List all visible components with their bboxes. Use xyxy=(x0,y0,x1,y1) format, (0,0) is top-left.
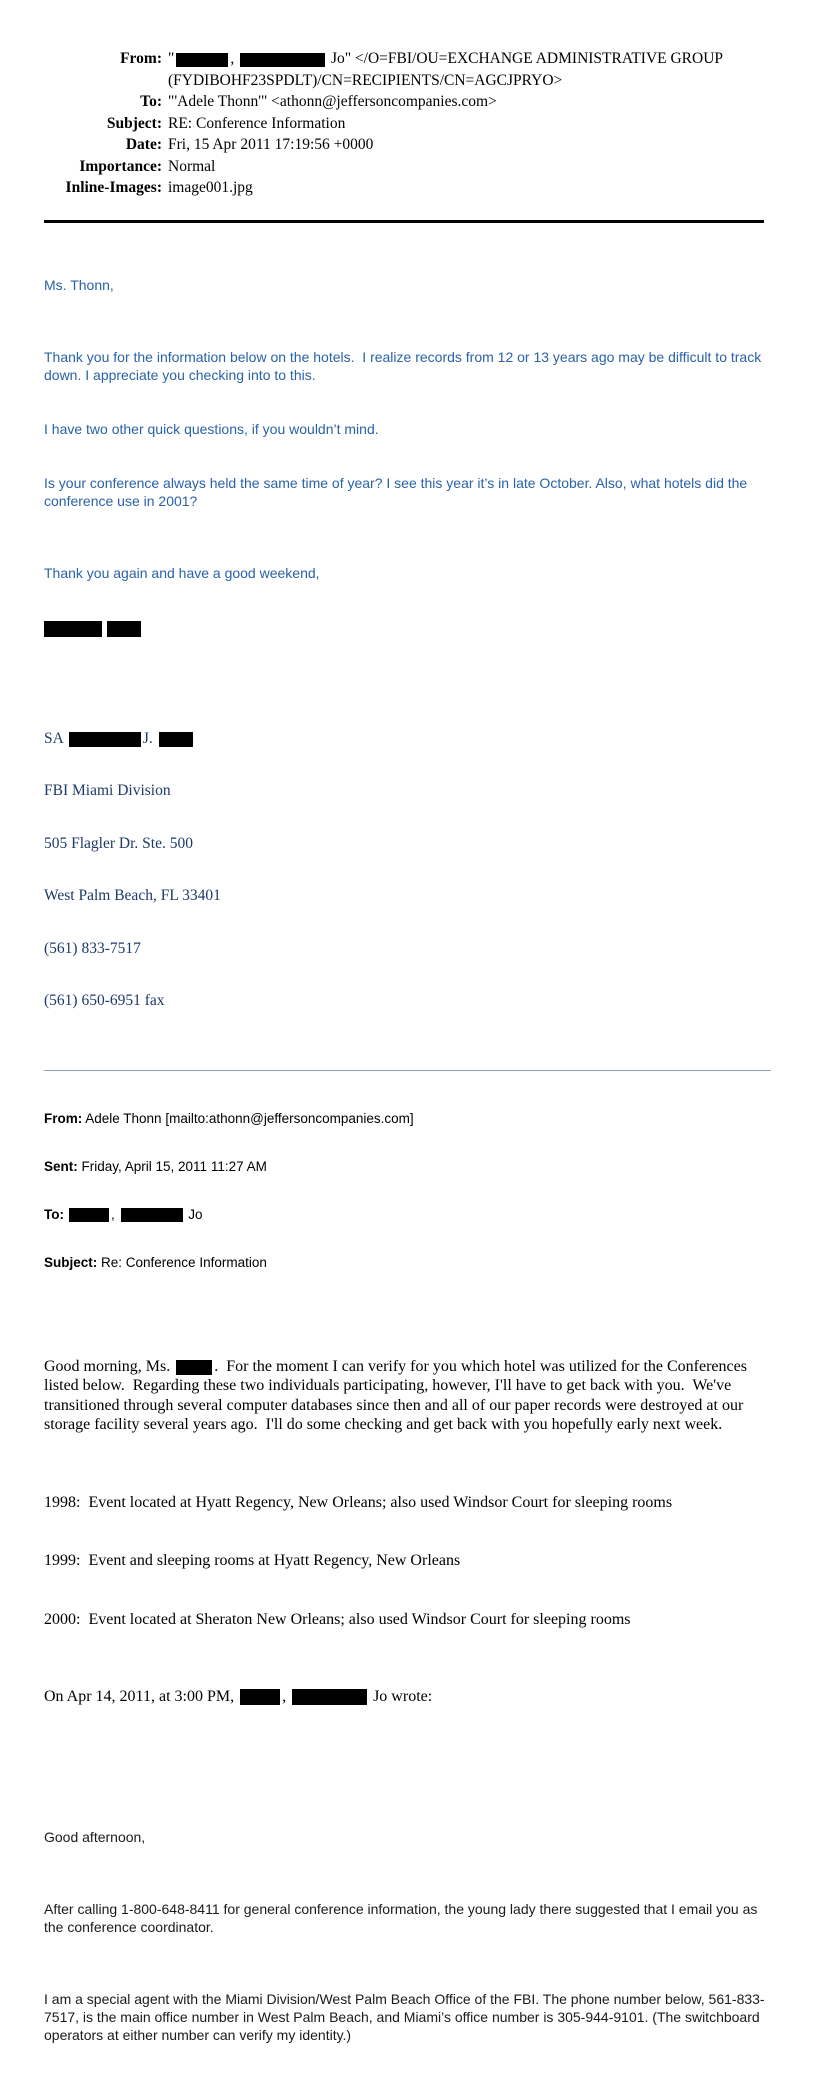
sender-name-redactions xyxy=(44,620,771,638)
reply-body xyxy=(44,223,771,674)
onwrote-separator: , xyxy=(282,1688,291,1705)
from-address-part2: (FYDIBOHF23SPDLT)/CN=RECIPIENTS/CN=AGCJPRYO> xyxy=(168,71,563,89)
quoted-header xyxy=(44,1079,769,1303)
original-salutation: Good afternoon, xyxy=(44,1828,146,1845)
signature-phone: (561) 833-7517 xyxy=(44,939,141,957)
signature-org: FBI Miami Division xyxy=(44,782,171,799)
quoted-message-divider xyxy=(44,1070,771,1071)
quoted-subject-value: Re: Conference Information xyxy=(97,1254,267,1270)
quoted-to-label: To: xyxy=(44,1206,64,1222)
redaction-box xyxy=(292,1689,367,1705)
quoted-subject-label: Subject: xyxy=(44,1254,98,1270)
original-paragraph-2: I am a special agent with the Miami Division/West Palm Beach Office of the FBI. The phone number below, 561-833-7517, is the main office number in West Palm Beach, and Miami’s office number is 305-944-9101. (The switchboard operators at either number can verify my identity.) xyxy=(44,1990,765,2043)
quoted-sent-line xyxy=(44,1159,769,1175)
quoted-subject-line xyxy=(44,1255,769,1271)
signature-sa-prefix: SA xyxy=(44,729,67,747)
reply-paragraph-1: Thank you for the information below on the hotels. I realize records from 12 or 13 years ago may be difficult to track down. I appreciate you checking into to this. xyxy=(44,348,766,383)
reply-paragraph-2: I have two other quick questions, if you wouldn’t mind. xyxy=(44,420,379,437)
header-subject-label: Subject: xyxy=(106,114,162,132)
hotel-year-1998: 1998: Event located at Hyatt Regency, New Orleans; also used Windsor Court for sleeping rooms xyxy=(44,1493,673,1511)
header-inline-images-label: Inline-Images: xyxy=(65,179,162,196)
mail-header xyxy=(44,48,769,199)
quoted-greeting-post: . For the moment I can verify for you which hotel was utilized for the Conferences listed below. Regarding these two individuals participating, however, I'll have to get back with you. We've transitioned through several computer databases since then and all of our paper records were destroyed at our storage facility several years ago. I'll do some checking and get back with you hopefully early next week. xyxy=(44,1357,751,1433)
quoted-body xyxy=(44,1318,771,1746)
quoted-from-label: From: xyxy=(44,1110,83,1126)
header-from-label: From: xyxy=(120,50,162,67)
quoted-to-separator: , xyxy=(111,1206,119,1222)
redaction-box xyxy=(159,732,193,747)
header-to-value: "'Adele Thonn'" <athonn@jeffersoncompanies.com> xyxy=(168,93,497,110)
header-date-label: Date: xyxy=(125,136,162,153)
signature-sa-line xyxy=(44,730,769,748)
original-paragraph-1: After calling 1-800-648-8411 for general conference information, the young lady there suggested that I email you as the conference coordinator. xyxy=(44,1900,762,1935)
header-from-value xyxy=(168,48,769,91)
redaction-box xyxy=(44,621,102,637)
quoted-from-line xyxy=(44,1111,769,1127)
quoted-greeting-paragraph xyxy=(44,1357,771,1435)
redaction-box xyxy=(240,1689,280,1705)
redaction-box xyxy=(69,732,141,747)
original-message xyxy=(44,1792,771,2080)
signature-address-2: West Palm Beach, FL 33401 xyxy=(44,887,221,904)
quoted-to-line xyxy=(44,1207,769,1223)
reply-paragraph-3: Is your conference always held the same time of year? I see this year it’s in late October. Also, what hotels did the conference use in 2001? xyxy=(44,474,752,509)
header-subject-value: RE: Conference Information xyxy=(168,114,346,132)
reply-closing: Thank you again and have a good weekend, xyxy=(44,564,320,581)
signature-middle-initial: J. xyxy=(142,729,157,747)
redaction-box xyxy=(69,1208,109,1222)
redaction-box xyxy=(176,53,228,67)
header-importance-label: Importance: xyxy=(79,157,162,175)
quoted-greeting-pre: Good morning, Ms. xyxy=(44,1357,175,1375)
signature-address-1: 505 Flagler Dr. Ste. 500 xyxy=(44,834,193,852)
hotel-year-1999: 1999: Event and sleeping rooms at Hyatt Regency, New Orleans xyxy=(44,1552,461,1569)
header-inline-images-value: image001.jpg xyxy=(168,179,253,196)
signature-block xyxy=(44,695,769,1045)
onwrote-pre: On Apr 14, 2011, at 3:00 PM, xyxy=(44,1688,239,1705)
on-wrote-line xyxy=(44,1687,771,1707)
header-to-label: To: xyxy=(140,93,162,110)
from-address-part1: Jo" </O=FBI/OU=EXCHANGE ADMINISTRATIVE GROUP xyxy=(327,50,724,67)
redaction-box xyxy=(176,1360,212,1375)
reply-salutation: Ms. Thonn, xyxy=(44,276,114,293)
quoted-sent-label: Sent: xyxy=(44,1158,78,1174)
hotel-year-2000: 2000: Event located at Sheraton New Orleans; also used Windsor Court for sleeping rooms xyxy=(44,1610,631,1628)
quoted-from-value: Adele Thonn [mailto:athonn@jeffersoncompanies.com] xyxy=(82,1110,414,1126)
signature-fax: (561) 650-6951 fax xyxy=(44,992,165,1009)
header-date-value: Fri, 15 Apr 2011 17:19:56 +0000 xyxy=(168,136,374,153)
redaction-box xyxy=(240,53,325,67)
from-separator: , xyxy=(230,50,239,67)
quoted-to-suffix: Jo xyxy=(184,1206,203,1222)
quoted-sent-value: Friday, April 15, 2011 11:27 AM xyxy=(77,1158,267,1174)
onwrote-post: Jo wrote: xyxy=(369,1688,433,1705)
from-quote: " xyxy=(168,50,175,67)
header-importance-value: Normal xyxy=(168,157,216,175)
redaction-box xyxy=(107,621,141,637)
redaction-box xyxy=(121,1208,183,1222)
